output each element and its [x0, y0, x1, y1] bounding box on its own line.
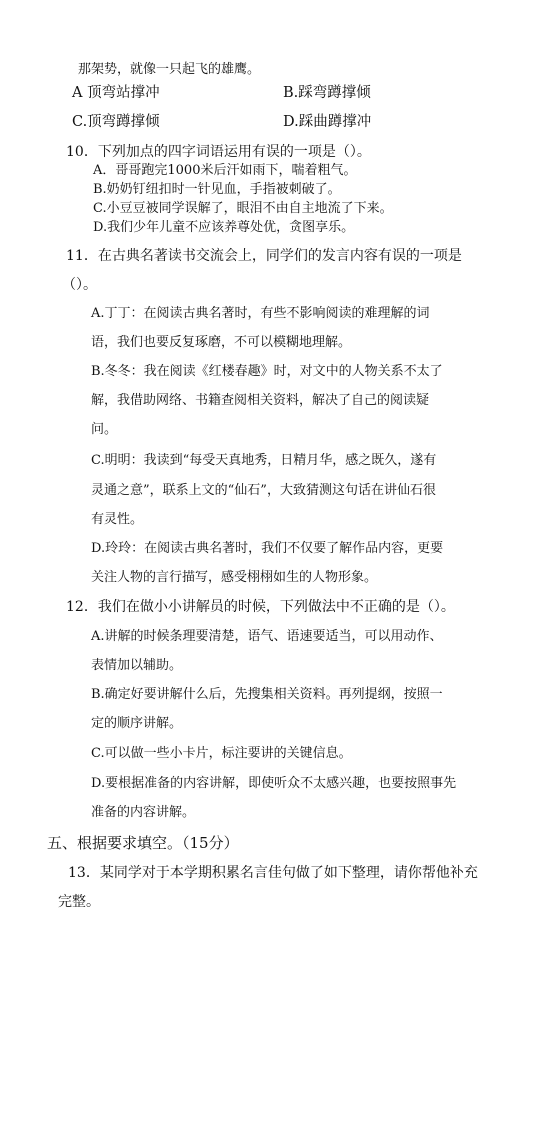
- q10-stem: 10．下列加点的四字词语运用有误的一项是（）。: [66, 144, 371, 160]
- q11-option-d-line2: 关注人物的言行描写，感受栩栩如生的人物形象。: [91, 570, 378, 585]
- section-title: 五、根据要求填空。（15分）: [47, 834, 239, 852]
- q12-option-b-line2: 定的顺序讲解。: [91, 716, 183, 731]
- q12-option-a-line2: 表情加以辅助。: [91, 658, 183, 673]
- q9-option-b: B.踩弯蹲撑倾: [283, 85, 371, 101]
- q10-option-a: A．哥哥跑完1000米后汗如雨下，喘着粗气。: [93, 163, 357, 178]
- q11-option-a-line1: A.丁丁：在阅读古典名著时，有些不影响阅读的难理解的词: [91, 306, 430, 321]
- q10-option-d: D.我们少年儿童不应该养尊处优，贪图享乐。: [93, 220, 355, 235]
- q12-option-b-line1: B.确定好要讲解什么后，先搜集相关资料。再列提纲，按照一: [91, 687, 443, 702]
- q9-option-a: A 顶弯站撑冲: [72, 85, 160, 101]
- q10-option-c: C.小豆豆被同学误解了，眼泪不由自主地流了下来。: [93, 201, 393, 216]
- q9-option-d: D.踩曲蹲撑冲: [283, 114, 372, 130]
- q11-option-a-line2: 语，我们也要反复琢磨，不可以模糊地理解。: [91, 335, 352, 350]
- q11-option-c-line1: C.明明：我读到“每受天真地秀，日精月华，感之既久，遂有: [91, 453, 437, 468]
- q12-option-c: C.可以做一些小卡片，标注要讲的关键信息。: [91, 746, 352, 761]
- q11-option-d-line1: D.玲玲：在阅读古典名著时，我们不仅要了解作品内容，更要: [91, 541, 444, 556]
- q11-option-b-line3: 问。: [91, 422, 118, 437]
- q12-option-d-line2: 准备的内容讲解。: [91, 805, 196, 820]
- q11-stem-line1: 11．在古典名著读书交流会上，同学们的发言内容有误的一项是: [66, 248, 462, 264]
- q11-option-b-line1: B.冬冬：我在阅读《红楼春趣》时，对文中的人物关系不太了: [91, 364, 443, 379]
- q12-option-d-line1: D.要根据准备的内容讲解，即使听众不太感兴趣，也要按照事先: [91, 776, 457, 791]
- q12-option-a-line1: A.讲解的时候条理要清楚，语气、语速要适当，可以用动作、: [91, 629, 443, 644]
- q13-stem-line1: 13．某同学对于本学期积累名言佳句做了如下整理，请你帮他补充: [68, 865, 478, 881]
- q9-option-c: C.顶弯蹲撑倾: [72, 114, 160, 130]
- q11-stem-line2: （）。: [62, 277, 97, 293]
- q13-stem-line2: 完整。: [58, 894, 100, 910]
- q11-option-c-line2: 灵通之意”，联系上文的“仙石”，大致猜测这句话在讲仙石很: [91, 483, 436, 498]
- q11-option-c-line3: 有灵性。: [91, 512, 144, 527]
- q10-option-b: B.奶奶钉纽扣时一针见血，手指被刺破了。: [93, 182, 341, 197]
- q9-tail: 那架势，就像一只起飞的雄鹰。: [78, 62, 261, 77]
- q11-option-b-line2: 解，我借助网络、书籍查阅相关资料，解决了自己的阅读疑: [91, 393, 430, 408]
- q12-stem: 12．我们在做小小讲解员的时候，下列做法中不正确的是（）。: [66, 599, 455, 615]
